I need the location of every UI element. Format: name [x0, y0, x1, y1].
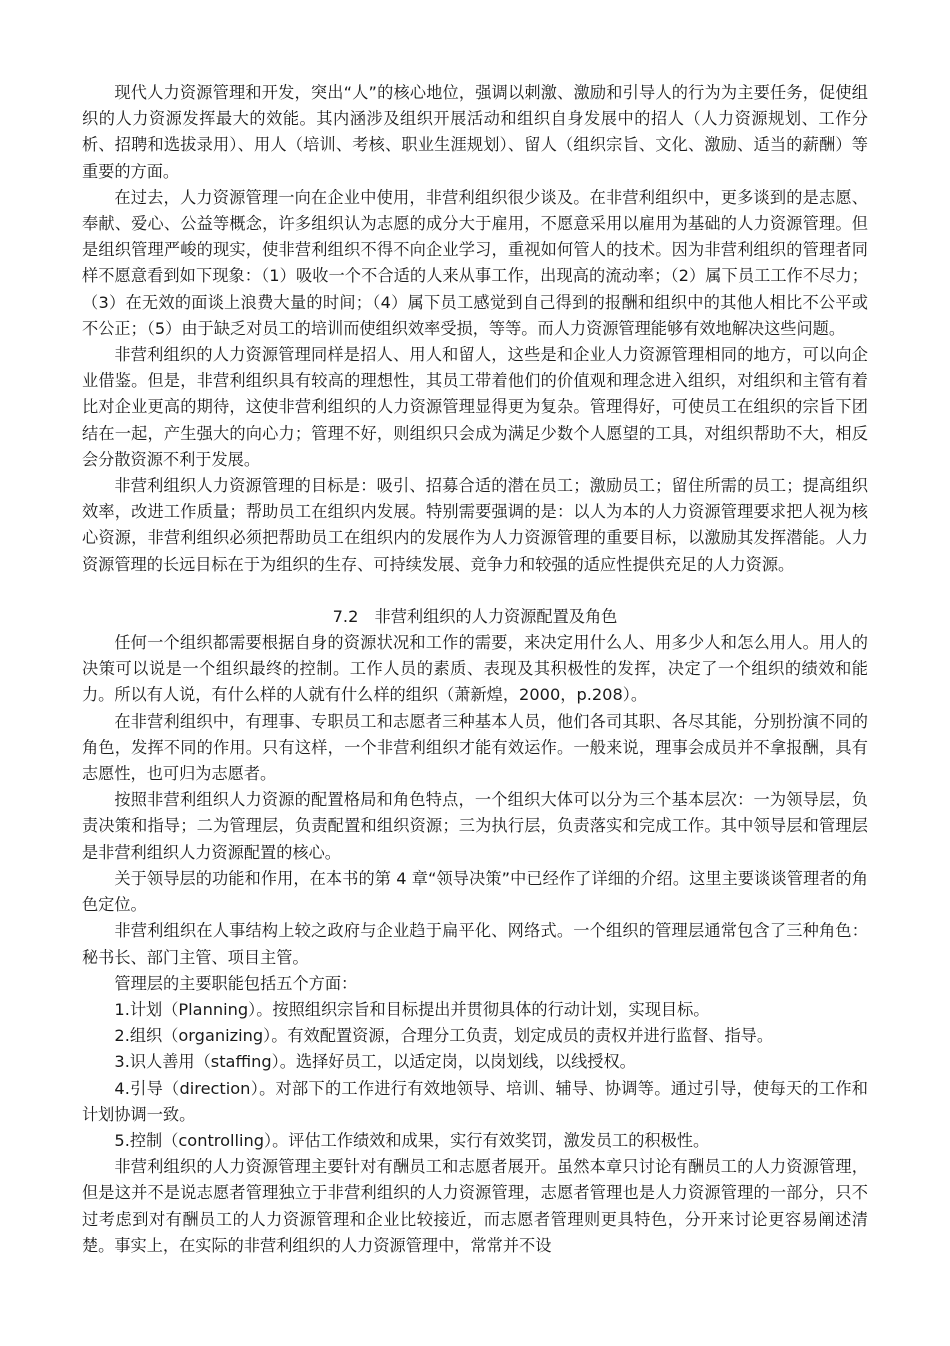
document-page: [82, 80, 868, 1259]
paragraph: 非营利组织在人事结构上较之政府与企业趋于扁平化、网络式。一个组织的管理层通常包含了三种角色：秘书长、部门主管、项目主管。: [82, 921, 868, 967]
list-item-organizing: 2.组织（organizing）。有效配置资源，合理分工负责，划定成员的责权并进行监督、指导。: [114, 1026, 774, 1046]
paragraph: 关于领导层的功能和作用，在本书的第 4 章“领导决策”中已经作了详细的介绍。这里主要谈谈管理者的角色定位。: [82, 868, 868, 915]
paragraph: 非营利组织的人力资源管理同样是招人、用人和留人，这些是和企业人力资源管理相同的地方，可以向企业借鉴。但是，非营利组织具有较高的理想性，其员工带着他们的价值观和理念进入组织，对组织和主管有着比对企业更高的期待，这使非营利组织的人力资源管理显得更为复杂。管理得好，可使员工在组织的宗旨下团结在一起，产生强大的向心力；管理不好，则组织只会成为满足少数个人愿望的工具，对组织帮助不大，相反会分散资源不利于发展。: [82, 345, 868, 469]
list-item-planning: 1.计划（Planning）。按照组织宗旨和目标提出并贯彻具体的行动计划，实现目标。: [114, 999, 710, 1019]
section-heading: 7.2 非营利组织的人力资源配置及角色: [332, 606, 618, 626]
list-item-staffing: 3.识人善用（staffing）。选择好员工，以适定岗，以岗划线，以线授权。: [114, 1052, 636, 1072]
paragraph: 非营利组织人力资源管理的目标是：吸引、招募合适的潜在员工；激励员工；留住所需的员工；提高组织效率，改进工作质量；帮助员工在组织内发展。特别需要强调的是：以人为本的人力资源管理要求把人视为核心资源，非营利组织必须把帮助员工在组织内的发展作为人力资源管理的重要目标，以激励其发挥潜能。人力资源管理的长远目标在于为组织的生存、可持续发展、竞争力和较强的适应性提供充足的人力资源。: [82, 476, 868, 574]
paragraph: 按照非营利组织人力资源的配置格局和角色特点，一个组织大体可以分为三个基本层次：一为领导层，负责决策和指导；二为管理层，负责配置和组织资源；三为执行层，负责落实和完成工作。其中领导层和管理层是非营利组织人力资源配置的核心。: [82, 790, 868, 862]
paragraph: 在非营利组织中，有理事、专职员工和志愿者三种基本人员，他们各司其职、各尽其能，分别扮演不同的角色，发挥不同的作用。只有这样，一个非营利组织才能有效运作。一般来说，理事会成员并不拿报酬，具有志愿性，也可归为志愿者。: [82, 711, 868, 784]
paragraph: 在过去，人力资源管理一向在企业中使用，非营利组织很少谈及。在非营利组织中，更多谈到的是志愿、奉献、爱心、公益等概念，许多组织认为志愿的成分大于雇用，不愿意采用以雇用为基础的人力资源管理。但是组织管理严峻的现实，使非营利组织不得不向企业学习，重视如何管人的技术。因为非营利组织的管理者同样不愿意看到如下现象：（1）吸收一个不合适的人来从事工作，出现高的流动率；（2）属下员工工作不尽力；（3）在无效的面谈上浪费大量的时间；（4）属下员工感觉到自己得到的报酬和组织中的其他人相比不公平或不公正；（5）由于缺乏对员工的培训而使组织效率受损，等等。而人力资源管理能够有效地解决这些问题。: [82, 187, 868, 338]
section-spacer: [82, 578, 868, 604]
paragraph: 任何一个组织都需要根据自身的资源状况和工作的需要，来决定用什么人、用多少人和怎么用人。用人的决策可以说是一个组织最终的控制。工作人员的素质、表现及其积极性的发挥，决定了一个组织的绩效和能力。所以有人说，有什么样的人就有什么样的组织（萧新煌，2000，p.208）。: [82, 633, 868, 705]
list-item-direction: 4.引导（direction）。对部下的工作进行有效地领导、培训、辅导、协调等。通过引导，使每天的工作和计划协调一致。: [82, 1078, 868, 1124]
paragraph: 现代人力资源管理和开发，突出“人”的核心地位，强调以刺激、激励和引导人的行为为主要任务，促使组织的人力资源发挥最大的效能。其内涵涉及组织开展活动和组织自身发展中的招人（人力资源规划、工作分析、招聘和选拔录用）、用人（培训、考核、职业生涯规划）、留人（组织宗旨、文化、激励、适当的薪酬）等重要的方面。: [82, 83, 868, 181]
paragraph: 非营利组织的人力资源管理主要针对有酬员工和志愿者展开。虽然本章只讨论有酬员工的人力资源管理，但是这并不是说志愿者管理独立于非营利组织的人力资源管理，志愿者管理也是人力资源管理的一部分，只不过考虑到对有酬员工的人力资源管理和企业比较接近，而志愿者管理则更具特色，分开来讨论更容易阐述清楚。事实上，在实际的非营利组织的人力资源管理中，常常并不设: [82, 1157, 868, 1255]
list-item-controlling: 5.控制（controlling）。评估工作绩效和成果，实行有效奖罚，激发员工的积极性。: [114, 1130, 710, 1150]
paragraph: 管理层的主要职能包括五个方面：: [114, 973, 358, 993]
